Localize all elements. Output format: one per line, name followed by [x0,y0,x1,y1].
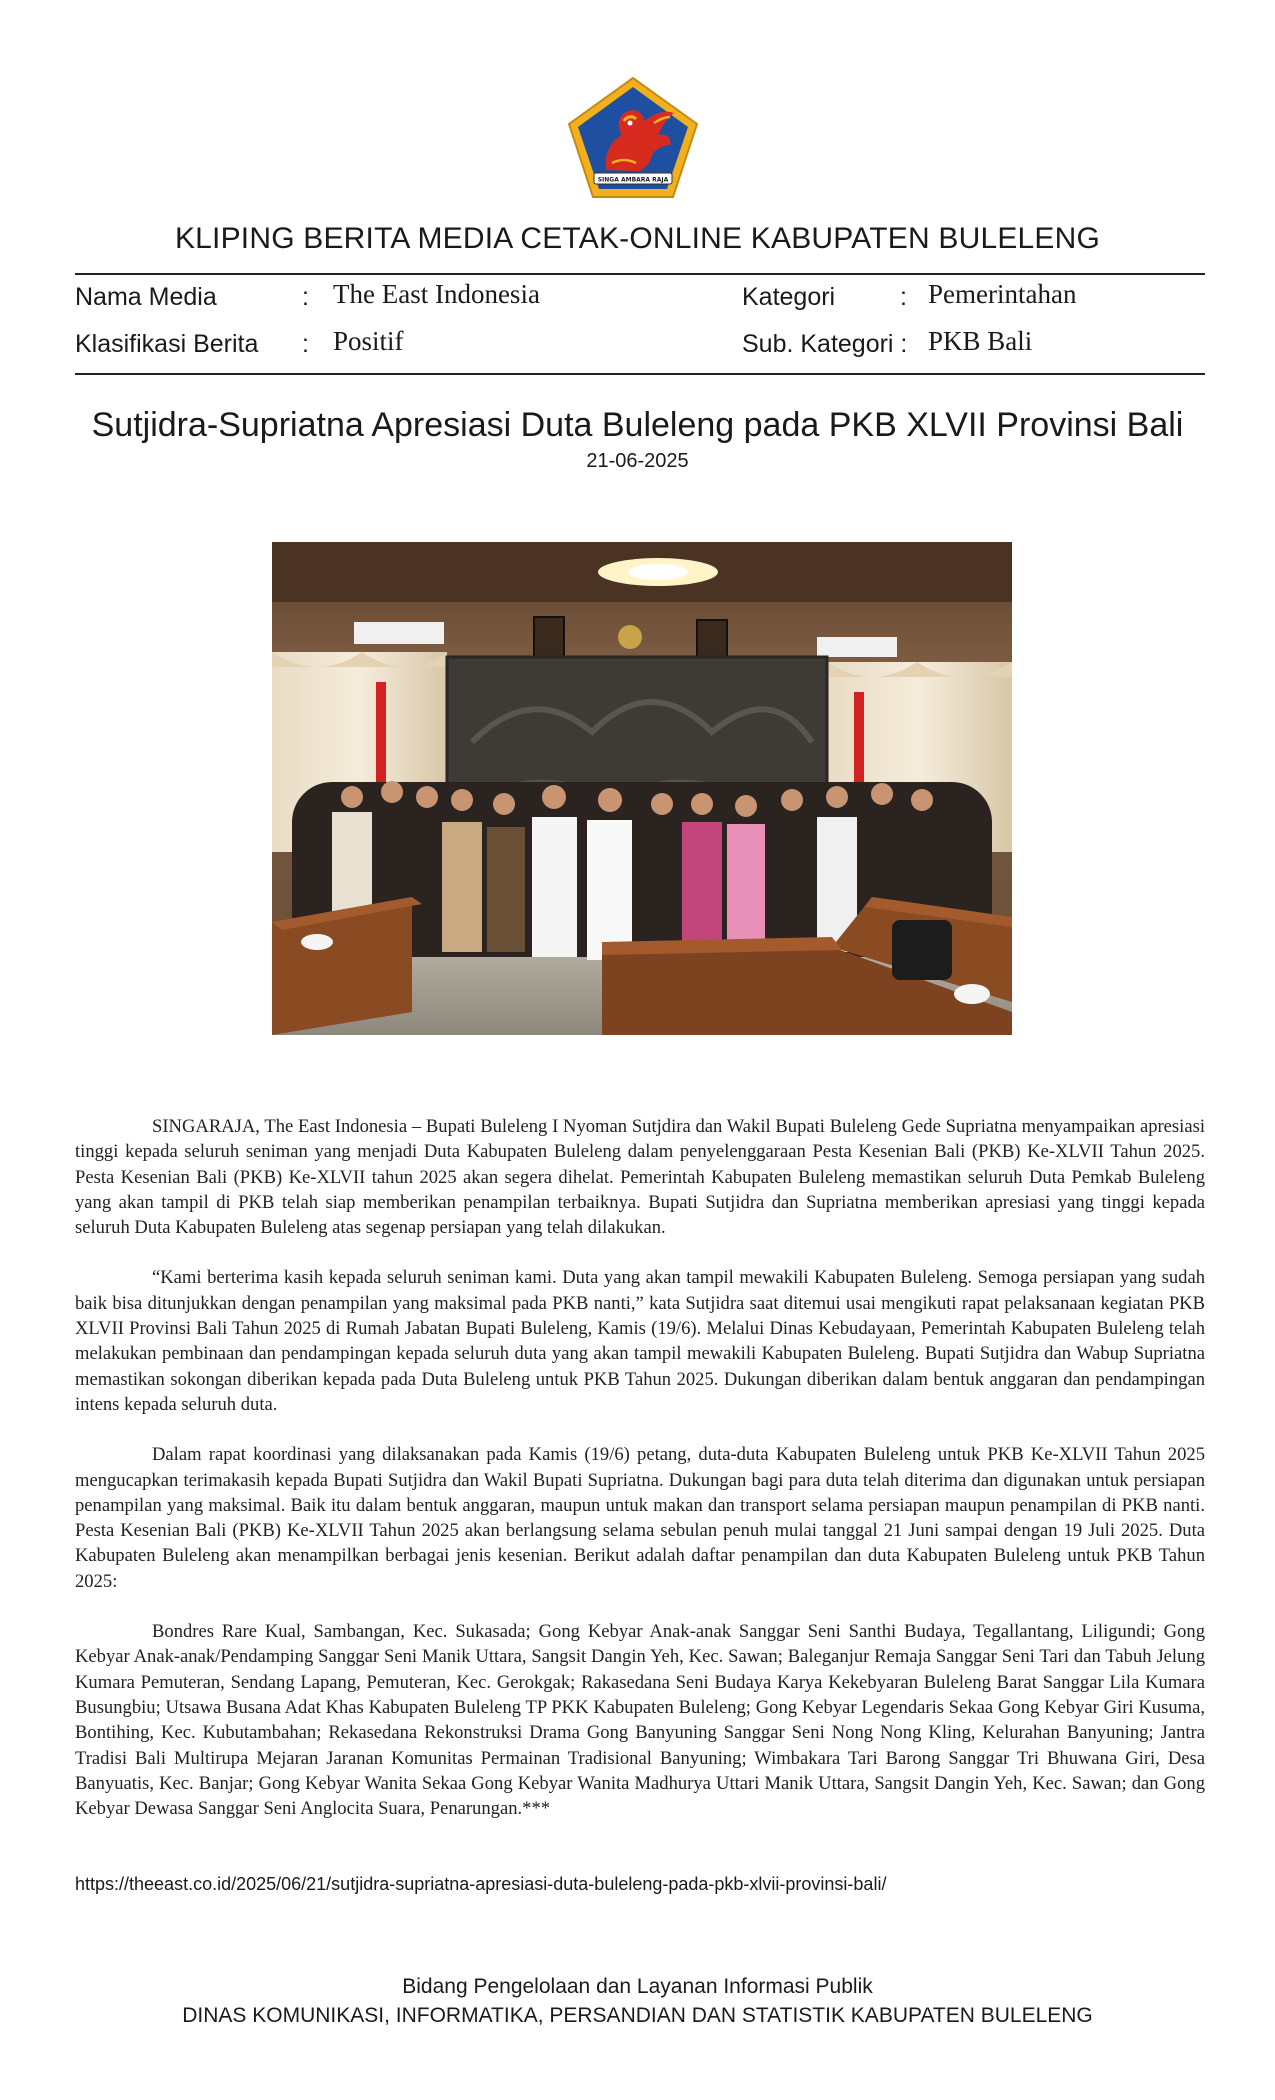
header-divider-bottom [75,373,1205,375]
kategori-label: Kategori [742,283,836,311]
article-paragraph-2: “Kami berterima kasih kepada seluruh seniman kami. Duta yang akan tampil mewakili Kabupaten Buleleng. Semoga persiapan yang sudah baik bisa ditunjukkan dengan penampilan yang maksimal pada PKB nanti,” kata Sutjidra saat ditemui usai mengikuti rapat pelaksanaan kegiatan PKB XLVII Provinsi Bali Tahun 2025 di Rumah Jabatan Bupati Buleleng, Kamis (19/6). Melalui Dinas Kebudayaan, Pemerintah Kabupaten Buleleng telah melakukan pembinaan dan pendampingan kepada seluruh duta yang akan tampil mewakili Kabupaten Buleleng. Bupati Sutjidra dan Wabup Supriatna memastikan sokongan diberikan kepada pada Duta Buleleng untuk PKB Tahun 2025. Dukungan diberikan dalam bentuk anggaran dan pendampingan intens kepada seluruh duta. [75,1267,1205,1415]
klasifikasi-colon: : [302,330,309,358]
article-photo [272,542,1012,1035]
article-body [75,1114,1205,1846]
footer-agency: DINAS KOMUNIKASI, INFORMATIKA, PERSANDIAN DAN STATISTIK KABUPATEN BULELENG [182,2004,1093,2027]
article-paragraph-4: Bondres Rare Kual, Sambangan, Kec. Sukasada; Gong Kebyar Anak-anak Sanggar Seni Santhi Budaya, Tegallantang, Liligundi; Gong Kebyar Anak-anak/Pendamping Sanggar Seni Manik Uttara, Sangsit Dangin Yeh, Kec. Sawan; Baleganjur Remaja Sanggar Seni Tari dan Tabuh Jelung Kumara Pemuteran, Sendang Lapang, Pemuteran, Kec. Gerokgak; Rakasedana Seni Budaya Karya Kekebyaran Buleleng Barat Sanggar Lila Kumara Busungbiu; Utsawa Busana Adat Khas Kabupaten Buleleng TP PKK Kabupaten Buleleng; Gong Kebyar Legendaris Sekaa Gong Kebyar Giri Kusuma, Bontihing, Kec. Kubutambahan; Rekasedana Rekonstruksi Drama Gong Banyuning Sanggar Seni Nong Nong Kling, Kelurahan Banyuning; Jantra Tradisi Bali Multirupa Mejaran Jaranan Komunitas Permainan Tradisional Banyuning; Wimbakara Tari Barong Sanggar Tri Bhuwana Giri, Desa Banyuatis, Kec. Banjar; Gong Kebyar Wanita Sekaa Gong Kebyar Wanita Madhurya Uttari Manik Uttara, Sangsit Dangin Yeh, Kec. Sawan; dan Gong Kebyar Dewasa Sanggar Seni Anglocita Suara, Penarungan.*** [75,1621,1205,1820]
article-paragraph-1: SINGARAJA, The East Indonesia – Bupati Buleleng I Nyoman Sutjdira dan Wakil Bupati Buleleng Gede Supriatna menyampaikan apresiasi tinggi kepada seluruh seniman yang menjadi Duta Kabupaten Buleleng dalam penyelenggaraan Pesta Kesenian Bali (PKB) Ke-XLVII Tahun 2025. Pesta Kesenian Bali (PKB) Ke-XLVII tahun 2025 akan segera dihelat. Pemerintah Kabupaten Buleleng memastikan seluruh Duta Pemkab Buleleng yang akan tampil di PKB telah siap memberikan penampilan terbaiknya. Bupati Sutjidra dan Supriatna memberikan apresiasi yang tinggi kepada seluruh Duta Kabupaten Buleleng atas segenap persiapan yang telah dilakukan. [75,1116,1205,1239]
buleleng-logo [566,75,700,200]
klasifikasi-value: Positif [333,326,404,356]
header-title: KLIPING BERITA MEDIA CETAK-ONLINE KABUPATEN BULELENG [174,222,1101,255]
media-colon: : [302,283,309,311]
header-divider-top [75,273,1205,275]
klasifikasi-label: Klasifikasi Berita [75,330,259,358]
article-paragraph-3: Dalam rapat koordinasi yang dilaksanakan pada Kamis (19/6) petang, duta-duta Kabupaten Buleleng untuk PKB Ke-XLVII Tahun 2025 mengucapkan terimakasih kepada Bupati Sutjidra dan Wakil Bupati Supriatna. Dukungan bagi para duta telah diterima dan digunakan untuk persiapan penampilan yang maksimal. Baik itu dalam bentuk anggaran, maupun untuk makan dan transport selama persiapan maupun penampilan di PKB nanti. Pesta Kesenian Bali (PKB) Ke-XLVII Tahun 2025 akan berlangsung selama sebulan penuh mulai tanggal 21 Juni sampai dengan 19 Juli 2025. Duta Kabupaten Buleleng akan menampilkan berbagai jenis kesenian. Berikut adalah daftar penampilan dan duta Kabupaten Buleleng untuk PKB Tahun 2025: [75,1444,1205,1592]
article-date: 21-06-2025 [586,450,689,472]
media-value: The East Indonesia [333,279,540,309]
footer-department: Bidang Pengelolaan dan Layanan Informasi Publik [402,1975,873,1998]
article-title: Sutjidra-Supriatna Apresiasi Duta Buleleng pada PKB XLVII Provinsi Bali [91,406,1184,444]
kategori-value: Pemerintahan [928,279,1077,309]
subkategori-value: PKB Bali [928,326,1033,356]
kategori-colon: : [900,283,907,311]
logo-motto: SINGA AMBARA RAJA [597,176,669,184]
media-label: Nama Media [75,283,217,311]
subkategori-label: Sub. Kategori : [742,330,908,358]
source-url-link[interactable]: https://theeast.co.id/2025/06/21/sutjidra-supriatna-apresiasi-duta-buleleng-pada-pkb-xlvii-provinsi-bali/ [75,1874,887,1894]
